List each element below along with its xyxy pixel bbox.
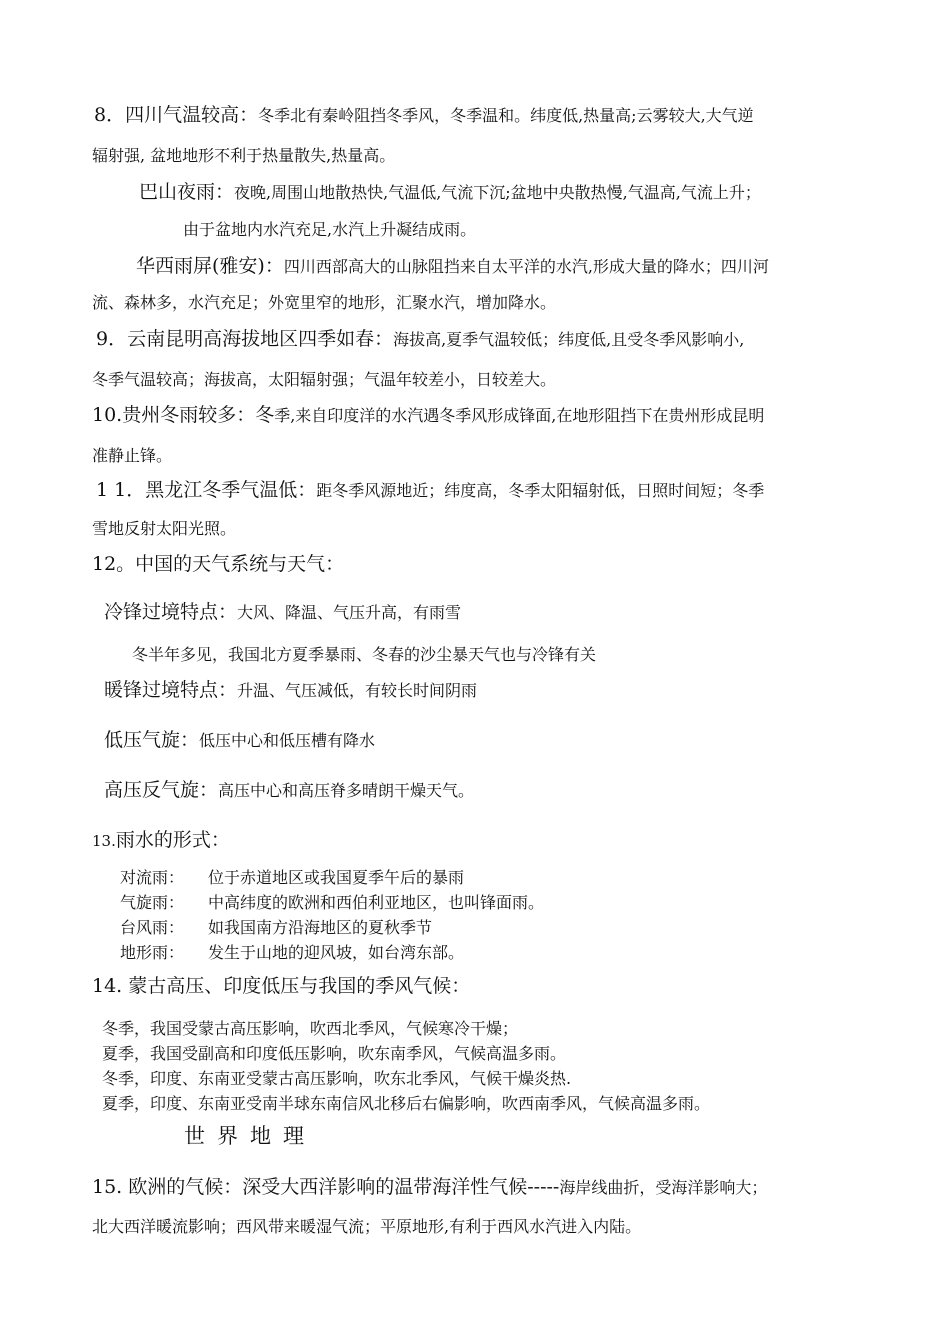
section-8-heading: 8．四川气温较高： bbox=[94, 104, 259, 126]
monsoon-line: 夏季，印度、东南亚受南半球东南信风北移后右偏影响，吹西南季风，气候高温多雨。 bbox=[102, 1094, 711, 1113]
warm-front-text: 升温、气压减低，有较长时间阴雨 bbox=[237, 681, 478, 700]
rain-type-desc: 如我国南方沿海地区的夏秋季节 bbox=[208, 918, 433, 937]
huaxi-line-1 bbox=[136, 255, 769, 278]
rain-type-row bbox=[120, 868, 464, 887]
section-11-line-1 bbox=[96, 479, 764, 502]
cold-front-note: 冬半年多见，我国北方夏季暴雨、冬春的沙尘暴天气也与冷锋有关 bbox=[132, 645, 597, 664]
bashan-line-2: 由于盆地内水汽充足,水汽上升凝结成雨。 bbox=[183, 220, 477, 239]
rain-type-desc: 位于赤道地区或我国夏季午后的暴雨 bbox=[208, 868, 465, 887]
warm-front-heading: 暖锋过境特点： bbox=[104, 679, 238, 701]
huaxi-text: 四川西部高大的山脉阻挡来自太平洋的水汽,形成大量的降水；四川河 bbox=[283, 257, 769, 276]
section-9-text: 海拔高,夏季气温较低；纬度低,且受冬季风影响小, bbox=[393, 330, 745, 349]
section-15-text: 海岸线曲折，受海洋影响大； bbox=[559, 1178, 768, 1197]
rain-type-label: 对流雨： bbox=[120, 868, 185, 887]
section-8-line-2: 辐射强, 盆地地形不利于热量散失,热量高。 bbox=[92, 146, 396, 165]
cold-front-line bbox=[104, 601, 461, 624]
section-12-heading: 12。中国的天气系统与天气： bbox=[92, 553, 345, 575]
bashan-heading: 巴山夜雨： bbox=[139, 181, 235, 203]
rain-type-row bbox=[120, 893, 544, 912]
section-15-heading: 15. 欧洲的气候：深受大西洋影响的温带海洋性气候----- bbox=[92, 1176, 560, 1198]
high-pressure-text: 高压中心和高压脊多晴朗干燥天气。 bbox=[218, 781, 475, 800]
section-13-heading: 雨水的形式： bbox=[115, 829, 230, 851]
section-10-text: 季,来自印度洋的水汽遇冬季风形成锋面,在地形阻挡下在贵州形成昆明 bbox=[274, 406, 765, 425]
section-15-line-2: 北大西洋暖流影响；西风带来暖湿气流；平原地形,有利于西风水汽进入内陆。 bbox=[92, 1217, 642, 1236]
section-13-line bbox=[92, 829, 230, 852]
high-pressure-line bbox=[104, 779, 474, 802]
section-10-line-2: 准静止锋。 bbox=[92, 446, 173, 465]
section-9-line-1 bbox=[96, 328, 744, 351]
section-10-heading: 10.贵州冬雨较多：冬 bbox=[92, 404, 275, 426]
section-13-number: 13. bbox=[92, 832, 116, 850]
bashan-text: 夜晚,周围山地散热快,气温低,气流下沉;盆地中央散热慢,气温高,气流上升； bbox=[234, 183, 761, 202]
section-11-heading: 1 1．黑龙江冬季气温低： bbox=[96, 479, 317, 501]
section-8-text: 冬季北有秦岭阻挡冬季风，冬季温和。纬度低,热量高;云雾较大,大气逆 bbox=[258, 106, 754, 125]
rain-type-row bbox=[120, 943, 464, 962]
rain-type-row bbox=[120, 918, 432, 937]
rain-type-desc: 中高纬度的欧洲和西伯利亚地区，也叫锋面雨。 bbox=[208, 893, 545, 912]
bashan-line-1 bbox=[139, 181, 761, 204]
high-pressure-heading: 高压反气旋： bbox=[104, 779, 219, 801]
cold-front-heading: 冷锋过境特点： bbox=[104, 601, 238, 623]
section-9-heading: 9．云南昆明高海拔地区四季如春： bbox=[96, 328, 394, 350]
rain-type-label: 气旋雨： bbox=[120, 893, 185, 912]
monsoon-line: 冬季，我国受蒙古高压影响，吹西北季风，气候寒冷干燥； bbox=[102, 1019, 519, 1038]
huaxi-line-2: 流、森林多，水汽充足；外宽里窄的地形，汇聚水汽，增加降水。 bbox=[92, 293, 557, 312]
section-9-line-2: 冬季气温较高；海拔高，太阳辐射强；气温年较差小，日较差大。 bbox=[92, 370, 557, 389]
cold-front-text: 大风、降温、气压升高，有雨雪 bbox=[237, 603, 462, 622]
low-pressure-text: 低压中心和低压槽有降水 bbox=[199, 731, 376, 750]
rain-type-desc: 发生于山地的迎风坡，如台湾东部。 bbox=[208, 943, 465, 962]
section-15-line-1 bbox=[92, 1176, 767, 1199]
section-11-line-2: 雪地反射太阳光照。 bbox=[92, 519, 237, 538]
rain-type-label: 地形雨： bbox=[120, 943, 185, 962]
section-10-line-1 bbox=[92, 404, 764, 427]
section-14-heading: 14. 蒙古高压、印度低压与我国的季风气候： bbox=[92, 975, 471, 997]
low-pressure-heading: 低压气旋： bbox=[104, 729, 200, 751]
huaxi-heading: 华西雨屏(雅安)： bbox=[136, 255, 284, 277]
section-8-line-1 bbox=[94, 104, 754, 127]
warm-front-line bbox=[104, 679, 477, 702]
section-11-text: 距冬季风源地近；纬度高，冬季太阳辐射低，日照时间短；冬季 bbox=[316, 481, 765, 500]
low-pressure-line bbox=[104, 729, 375, 752]
rain-type-label: 台风雨： bbox=[120, 918, 185, 937]
monsoon-line: 夏季，我国受副高和印度低压影响，吹东南季风，气候高温多雨。 bbox=[102, 1044, 567, 1063]
world-geography-title: 世界地理 bbox=[184, 1124, 316, 1148]
monsoon-line: 冬季，印度、东南亚受蒙古高压影响，吹东北季风，气候干燥炎热. bbox=[102, 1069, 572, 1088]
